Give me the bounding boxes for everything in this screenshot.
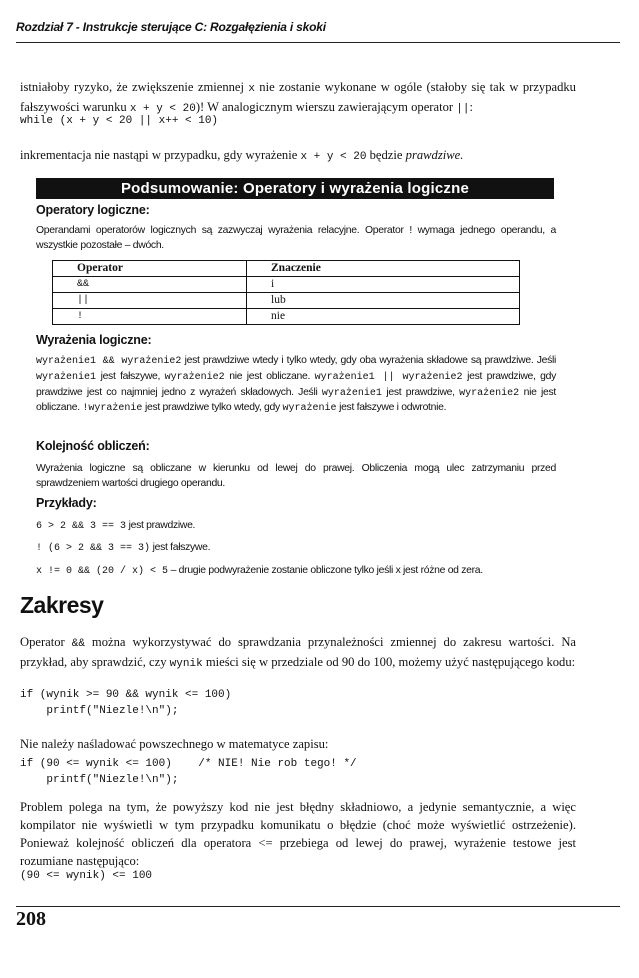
table-header-row bbox=[53, 261, 520, 277]
evaluation-order-text: Wyrażenia logiczne są obliczane w kierunku od lewej do prawej. Obliczenia mogą ulec zatrzymaniu przed sprawdzeniem wartości drugiego operandu. bbox=[36, 463, 556, 489]
text-run: nie zostanie wykonane w ogóle (stałoby się tak w przypadku fałszywości warunku bbox=[20, 80, 576, 114]
inline-code: wyrażenie1 || wyrażenie2 bbox=[314, 371, 463, 383]
operators-heading: Operatory logiczne: bbox=[36, 203, 150, 217]
inline-code: !wyrażenie bbox=[82, 403, 143, 415]
inline-code: ! (6 > 2 && 3 == 3) bbox=[36, 543, 151, 554]
inline-code: wyrażenie2 bbox=[459, 387, 520, 399]
code-evaluation: (90 <= wynik) <= 100 bbox=[20, 870, 153, 882]
text-run: – drugie podwyrażenie zostanie obliczone tylko jeśli x jest różne od zera. bbox=[168, 565, 483, 576]
text-run: jest fałszywe. bbox=[150, 542, 211, 553]
inline-code: || bbox=[456, 103, 470, 115]
inline-code: x != 0 && (20 / x) < 5 bbox=[36, 566, 169, 577]
inline-code: wynik bbox=[169, 658, 203, 670]
page-number: 208 bbox=[16, 908, 46, 930]
intro-paragraph-2 bbox=[20, 146, 576, 166]
inline-code: wyrażenie2 bbox=[164, 371, 225, 383]
inline-code: x bbox=[248, 83, 255, 95]
inline-code: && bbox=[71, 638, 85, 650]
operators-text: Operandami operatorów logicznych są zazwyczaj wyrażenia relacyjne. Operator ! wymaga jednego operandu, a wszystkie pozostałe – dwóch. bbox=[36, 225, 556, 251]
table-row bbox=[53, 293, 520, 309]
intro-paragraph-1 bbox=[20, 78, 576, 118]
table-cell-operator: && bbox=[53, 277, 247, 293]
text-run: jest fałszywe, bbox=[96, 370, 165, 382]
text-run: jest prawdziwe, bbox=[381, 386, 460, 398]
inline-code: wyrażenie bbox=[282, 403, 337, 415]
table-cell-operator: ! bbox=[53, 309, 247, 325]
table-header-meaning: Znaczenie bbox=[247, 261, 520, 277]
text-run: jest prawdziwe. bbox=[126, 520, 196, 531]
text-run: nie jest obliczane. bbox=[36, 386, 556, 414]
inline-code: wyrażenie1 bbox=[36, 371, 97, 383]
expressions-heading: Wyrażenia logiczne: bbox=[36, 333, 152, 347]
text-run: inkrementacja nie nastąpi w przypadku, gdy wyrażenie bbox=[20, 148, 301, 162]
text-run: jest prawdziwe, gdy prawdziwe jest co najmniej jedno z wyrażeń składowych. Jeśli bbox=[36, 370, 557, 398]
text-run: istniałoby ryzyko, że zwiększenie zmiennej bbox=[20, 80, 249, 94]
running-head: Rozdział 7 - Instrukcje sterujące C: Rozgałęzienia i skoki bbox=[16, 20, 326, 34]
table-cell-meaning: lub bbox=[247, 293, 520, 309]
inline-code: wyrażenie1 && wyrażenie2 bbox=[36, 356, 182, 367]
code-wrong-range: if (90 <= wynik <= 100) /* NIE! Nie rob tego! */ printf("Niezle!\n"); bbox=[20, 758, 357, 786]
text-run: jest prawdziwe wtedy i tylko wtedy, gdy oba wyrażenia składowe są prawdziwe. Jeśli bbox=[181, 355, 556, 366]
ranges-paragraph-2: Nie należy naśladować powszechnego w matematyce zapisu: bbox=[20, 737, 329, 751]
example-line bbox=[36, 563, 483, 579]
table-cell-meaning: i bbox=[247, 277, 520, 293]
operators-table bbox=[52, 260, 520, 325]
examples-heading: Przykłady: bbox=[36, 496, 97, 510]
expressions-text bbox=[36, 354, 556, 417]
text-run: można wykorzystywać do sprawdzania przynależności zmiennej do zakresu wartości. Na przykład, aby sprawdzić, czy bbox=[20, 635, 577, 669]
table-row bbox=[53, 309, 520, 325]
text-run: jest prawdziwe tylko wtedy, gdy bbox=[142, 402, 283, 414]
example-line bbox=[36, 540, 210, 556]
code-while: while (x + y < 20 || x++ < 10) bbox=[20, 115, 219, 127]
text-run: )! W analogicznym wierszu zawierającym operator bbox=[195, 100, 457, 114]
code-range-check: if (wynik >= 90 && wynik <= 100) printf("Niezle!\n"); bbox=[20, 689, 232, 717]
text-run: : bbox=[469, 100, 473, 114]
table-row bbox=[53, 277, 520, 293]
table-cell-operator: || bbox=[53, 293, 247, 309]
summary-box-title: Podsumowanie: Operatory i wyrażenia logiczne bbox=[36, 178, 554, 199]
italic-text: prawdziwe. bbox=[405, 148, 464, 162]
text-run: mieści się w przedziale od 90 do 100, możemy użyć następującego kodu: bbox=[202, 655, 576, 669]
text-run: jest fałszywe i odwrotnie. bbox=[336, 402, 447, 414]
inline-code: 6 > 2 && 3 == 3 bbox=[36, 521, 127, 532]
inline-code: x + y < 20 bbox=[129, 103, 196, 115]
table-cell-meaning: nie bbox=[247, 309, 520, 325]
example-line bbox=[36, 518, 195, 534]
footer-rule bbox=[16, 906, 620, 907]
table-header-operator: Operator bbox=[53, 261, 247, 277]
text-run: będzie bbox=[366, 148, 406, 162]
evaluation-order-heading: Kolejność obliczeń: bbox=[36, 439, 150, 453]
ranges-paragraph-3: Problem polega na tym, że powyższy kod nie jest błędny składniowo, a jedynie semantycznie, a więc kompilator nie wyświetli w tym przypadku komunikatu o błędzie (choć może wyświetlić ostrzeżenie). Ponieważ kolejność obliczeń dla operatora <= przebiega od lewej do prawej, wyrażenie testowe jest rozumiane następująco: bbox=[20, 800, 576, 868]
inline-code: x + y < 20 bbox=[300, 151, 367, 163]
ranges-paragraph-1 bbox=[20, 633, 576, 673]
text-run: Operator bbox=[20, 635, 72, 649]
text-run: nie jest obliczane. bbox=[224, 370, 315, 382]
inline-code: wyrażenie1 bbox=[321, 387, 382, 399]
header-rule bbox=[16, 42, 620, 43]
section-title: Zakresy bbox=[20, 592, 104, 618]
